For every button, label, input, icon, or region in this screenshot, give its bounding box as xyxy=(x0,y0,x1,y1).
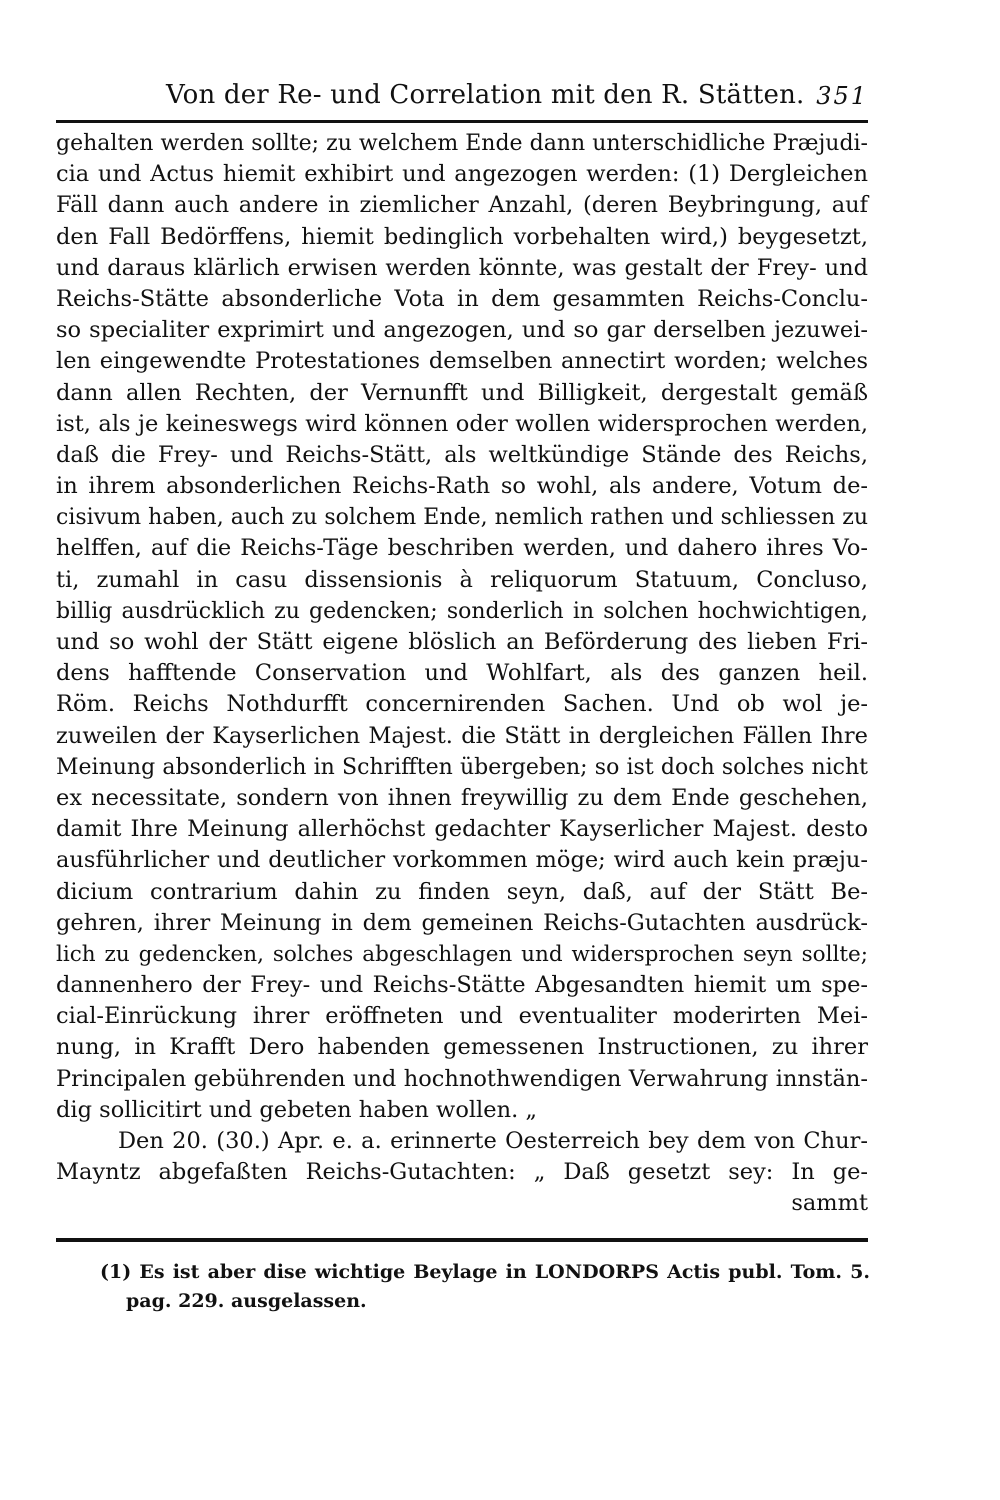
text-line: damit Ihre Meinung allerhöchst gedachter Kayserlicher Majest. desto xyxy=(56,816,868,843)
text-line: nung, in Krafft Dero habenden gemessenen Instructionen, zu ihrer xyxy=(56,1034,868,1061)
text-line: dann allen Rechten, der Vernunfft und Billigkeit, dergestalt gemäß xyxy=(56,379,868,406)
text-line: dannenhero der Frey- und Reichs-Stätte Abgesandten hiemit um spe- xyxy=(56,972,868,999)
text-line: dens hafftende Conservation und Wohlfart, als des ganzen heil. xyxy=(56,660,868,687)
header-rule xyxy=(56,120,868,123)
text-line: cia und Actus hiemit exhibirt und angezogen werden: (1) Dergleichen xyxy=(56,161,868,188)
text-line: dig sollicitirt und gebeten haben wollen. „ xyxy=(56,1096,538,1123)
text-line: Fäll dann auch andere in ziemlicher Anzahl, (deren Beybringung, auf xyxy=(56,192,868,219)
text-line: cial-Einrückung ihrer eröffneten und eventualiter moderirten Mei- xyxy=(56,1003,868,1030)
footnote-rule xyxy=(56,1238,868,1242)
text-line: gehren, ihrer Meinung in dem gemeinen Reichs-Gutachten ausdrück- xyxy=(56,909,868,936)
text-line: so specialiter exprimirt und angezogen, und so gar derselben jezuwei- xyxy=(56,317,868,344)
text-line: und so wohl der Stätt eigene blöslich an Beförderung des lieben Fri- xyxy=(56,629,868,655)
text-line: zuweilen der Kayserlichen Majest. die Stätt in dergleichen Fällen Ihre xyxy=(56,722,868,749)
text-line: Röm. Reichs Nothdurfft concernirenden Sachen. Und ob wol je- xyxy=(56,691,868,718)
text-line: len eingewendte Protestationes demselben annectirt worden; welches xyxy=(56,348,868,375)
text-line: und daraus klärlich erwisen werden könnte, was gestalt der Frey- und xyxy=(56,254,868,281)
text-line: ex necessitate, sondern von ihnen freywillig zu dem Ende geschehen, xyxy=(56,784,868,811)
text-line: Principalen gebührenden und hochnothwendigen Verwahrung innstän- xyxy=(56,1065,868,1092)
running-head xyxy=(56,80,868,120)
text-line: ausführlicher und deutlicher vorkommen möge; wird auch kein præju- xyxy=(56,847,868,874)
text-line: in ihrem absonderlichen Reichs-Rath so wohl, als andere, Votum de- xyxy=(56,473,868,500)
text-line: cisivum haben, auch zu solchem Ende, nemlich rathen und schliessen zu xyxy=(56,505,868,531)
running-title: Von der Re- und Correlation mit den R. Stätten. xyxy=(166,80,805,110)
text-line: lich zu gedencken, solches abgeschlagen und widersprochen seyn sollte; xyxy=(56,941,868,967)
footnote-line: (1) Es ist aber dise wichtige Beylage in LONDORPS Actis publ. Tom. 5. xyxy=(100,1261,870,1283)
text-line: Mayntz abgefaßten Reichs-Gutachten: „ Daß gesetzt sey: In ge- xyxy=(56,1159,868,1186)
catchword: sammt xyxy=(791,1190,868,1217)
text-line: Reichs-Stätte absonderliche Vota in dem gesammten Reichs-Conclu- xyxy=(56,285,868,312)
text-line: Meinung absonderlich in Schrifften übergeben; so ist doch solches nicht xyxy=(56,754,868,780)
footnote-line: pag. 229. ausgelassen. xyxy=(126,1290,367,1312)
text-line: dicium contrarium dahin zu finden seyn, daß, auf der Stätt Be- xyxy=(56,878,868,905)
text-line: den Fall Bedörffens, hiemit bedinglich vorbehalten wird,) beygesetzt, xyxy=(56,223,868,250)
footnote xyxy=(100,1258,870,1316)
text-line: helffen, auf die Reichs-Täge beschriben werden, und dahero ihres Vo- xyxy=(56,535,868,562)
text-line: billig ausdrücklich zu gedencken; sonderlich in solchen hochwichtigen, xyxy=(56,598,868,624)
text-line: ti, zumahl in casu dissensionis à reliquorum Statuum, Concluso, xyxy=(56,566,868,593)
text-line: daß die Frey- und Reichs-Stätt, als weltkündige Stände des Reichs, xyxy=(56,441,868,468)
page-number: 351 xyxy=(816,82,868,110)
text-line: ist, als je keineswegs wird können oder wollen widersprochen werden, xyxy=(56,410,868,437)
text-line: gehalten werden sollte; zu welchem Ende dann unterschidliche Præjudi- xyxy=(56,131,868,156)
text-line: Den 20. (30.) Apr. e. a. erinnerte Oesterreich bey dem von Chur- xyxy=(118,1128,868,1154)
body-text xyxy=(56,128,868,1220)
